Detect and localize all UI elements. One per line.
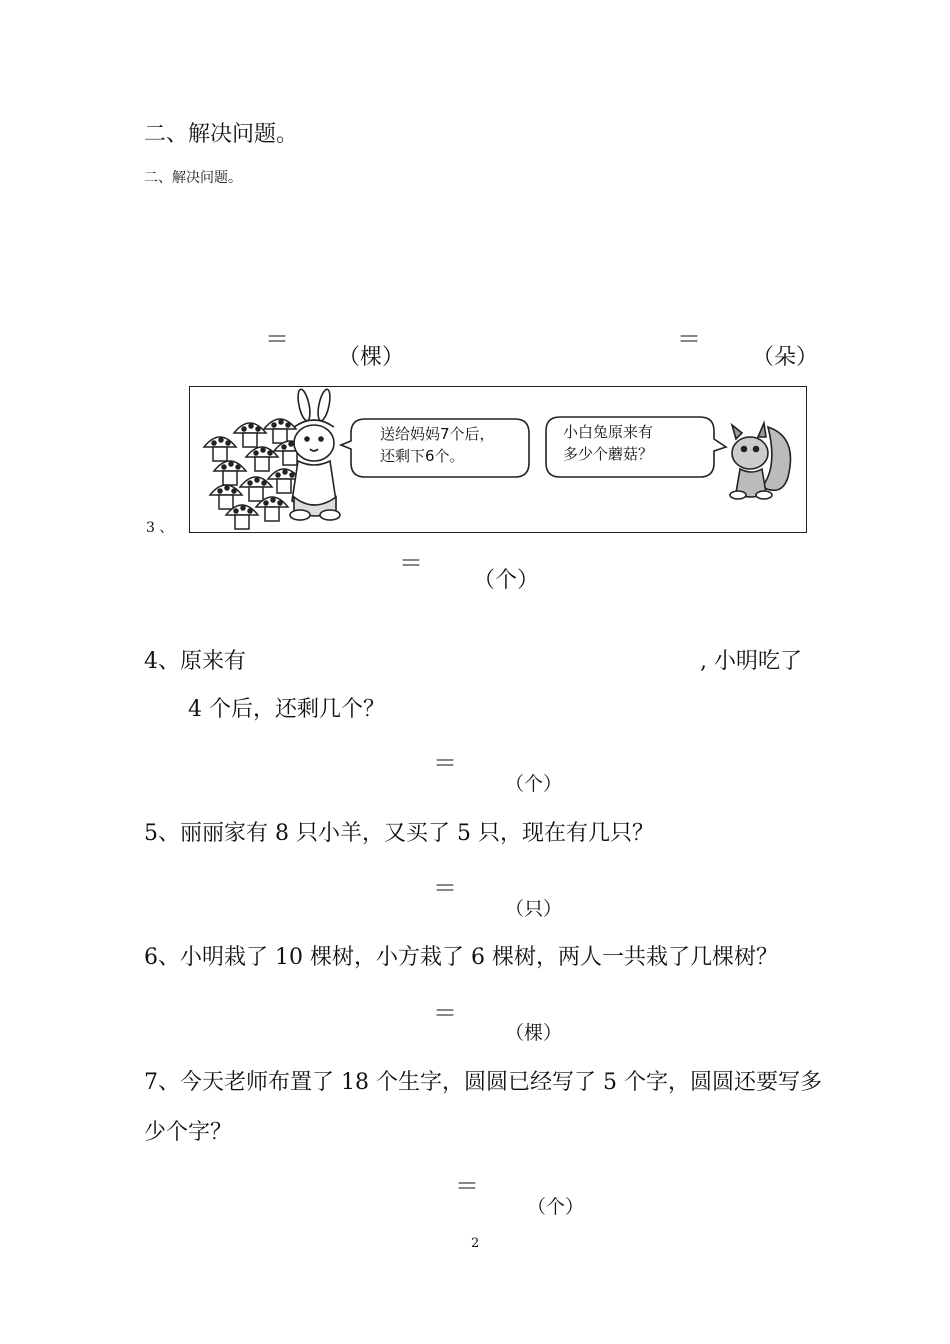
rabbit-speech-line-2: 还剩下6个。 — [380, 447, 465, 465]
q4-text-mid: , 小明吃了 — [700, 649, 802, 674]
squirrel-speech-text — [563, 421, 653, 465]
q1-unit: （棵） — [338, 345, 405, 370]
q6-unit: （棵） — [505, 1022, 563, 1044]
q5-equals-sign: ＝ — [433, 874, 457, 902]
q6-text: 6、小明栽了 10 棵树，小方栽了 6 棵树，两人一共栽了几棵树？ — [144, 945, 778, 970]
q6-equals-sign: ＝ — [433, 999, 457, 1027]
section-title-small: 二、解决问题。 — [144, 170, 242, 186]
q7-equals-sign: ＝ — [455, 1172, 479, 1200]
rabbit-icon — [290, 388, 340, 520]
q3-comic-illustration — [189, 386, 807, 533]
squirrel-speech-line-2: 多少个蘑菇？ — [563, 445, 654, 463]
q5-unit: （只） — [505, 898, 563, 920]
q7-text-line2: 少个字？ — [144, 1120, 233, 1145]
squirrel-icon — [730, 423, 791, 499]
page-number: 2 — [471, 1236, 480, 1251]
section-title: 二、解决问题。 — [144, 122, 299, 147]
q2-equals-sign: ＝ — [677, 325, 701, 353]
q5-text: 5、丽丽家有 8 只小羊，又买了 5 只，现在有几只？ — [144, 821, 654, 846]
q4-text-start: 4、原来有 — [144, 649, 246, 674]
rabbit-speech-line-1: 送给妈妈7个后， — [380, 425, 495, 443]
q3-unit: （个） — [473, 568, 540, 593]
q7-unit: （个） — [527, 1196, 585, 1218]
squirrel-speech-line-1: 小白兔原来有 — [563, 423, 654, 441]
q4-text-line2: 4 个后，还剩几个？ — [188, 697, 385, 722]
q7-text-line1: 7、今天老师布置了 18 个生字，圆圆已经写了 5 个字，圆圆还要写多 — [144, 1070, 822, 1095]
q2-unit: （朵） — [752, 345, 819, 370]
comic-drawing — [190, 387, 808, 534]
q3-number: 3 、 — [146, 520, 174, 536]
rabbit-speech-text — [380, 423, 495, 467]
q1-equals-sign: ＝ — [265, 325, 289, 353]
q4-equals-sign: ＝ — [433, 749, 457, 777]
q3-equals-sign: ＝ — [399, 549, 423, 577]
q4-unit: （个） — [505, 773, 563, 795]
